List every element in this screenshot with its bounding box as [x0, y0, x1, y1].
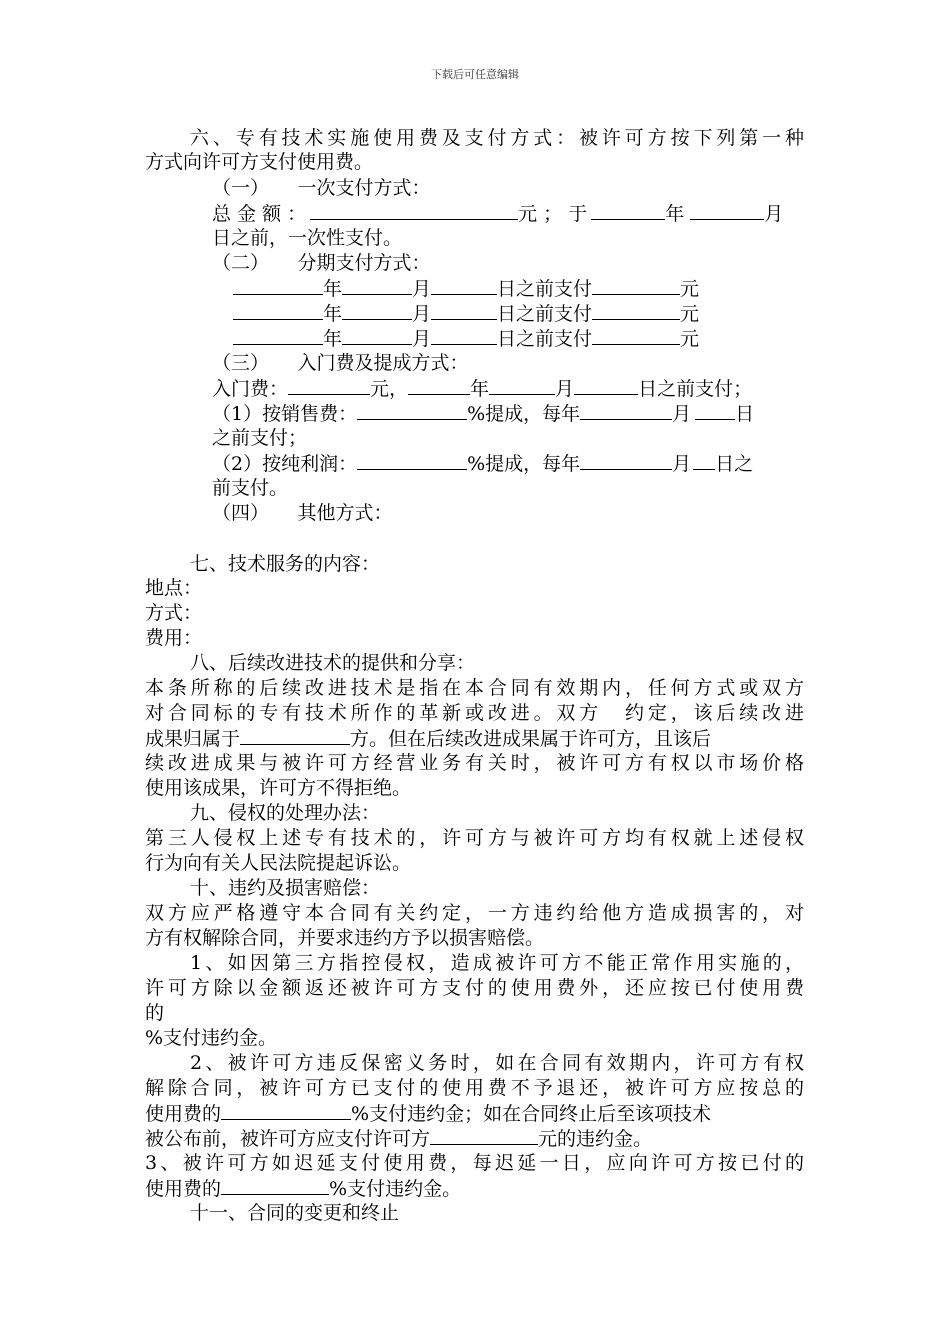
text: 使用费的	[145, 1103, 222, 1125]
service-location: 地点：	[145, 577, 203, 599]
text: 年	[323, 303, 343, 325]
section-8-title: 八、后续改进技术的提供和分享：	[190, 652, 476, 674]
blank-field	[592, 276, 680, 295]
text-line	[145, 726, 711, 751]
blank-field	[233, 301, 323, 320]
text: %支付违约金；如在合同终止后至该项技术	[351, 1103, 712, 1125]
blank-field	[233, 326, 323, 345]
text: 月	[672, 403, 692, 425]
text: 元	[680, 303, 700, 325]
blank-field	[574, 376, 638, 395]
blank-field	[431, 276, 497, 295]
section-6-title: 六、专有技术实施使用费及支付方式：被许可方按下列第一种	[190, 127, 804, 149]
installment-line	[233, 301, 699, 326]
text: 日	[735, 403, 755, 425]
text-line: 本条所称的后续改进技术是指在本合同有效期内，任何方式或双方	[145, 677, 804, 699]
text-line: 第三人侵权上述专有技术的，许可方与被许可方均有权就上述侵权	[145, 827, 804, 849]
payment-option-2: （二） 分期支付方式：	[212, 252, 431, 274]
text: 月	[412, 328, 432, 350]
blank-field	[693, 451, 715, 470]
text: 月	[412, 278, 432, 300]
text-line: 使用该成果，许可方不得拒绝。	[145, 777, 412, 799]
service-method: 方式：	[145, 602, 203, 624]
text: %支付违约金。	[329, 1178, 462, 1200]
text: 入门费：	[212, 378, 289, 400]
text: 日之前支付	[497, 328, 593, 350]
text: 日之前支付；	[638, 378, 753, 400]
clause-1: 1、如因第三方指控侵权，造成被许可方不能正常作用实施的，	[190, 952, 804, 974]
blank-field	[431, 301, 497, 320]
text: 元	[680, 278, 700, 300]
text: 年	[323, 328, 343, 350]
text: 月	[672, 453, 692, 475]
text: 年	[470, 378, 490, 400]
section-11-title: 十一、合同的变更和终止	[190, 1202, 400, 1224]
text-line: 日之前，一次性支付。	[212, 227, 403, 249]
text-line: 行为向有关人民法院提起诉讼。	[145, 852, 412, 874]
text-line: %支付违约金。	[145, 1027, 278, 1049]
text-line: 方式向许可方支付使用费。	[145, 151, 374, 173]
blank-field	[233, 276, 323, 295]
text: （2）按纯利润：	[212, 453, 358, 475]
text-line: 之前支付；	[212, 427, 308, 449]
payment-option-1: （一） 一次支付方式：	[212, 177, 431, 199]
text: （1）按销售费：	[212, 403, 358, 425]
blank-field	[221, 1176, 329, 1195]
text: 月	[764, 203, 784, 225]
text-line: 的	[145, 1002, 165, 1024]
text: %提成，每年	[467, 403, 581, 425]
text-line	[145, 1176, 461, 1201]
blank-field	[221, 1101, 351, 1120]
text: 方。但在后续改进成果属于许可方，且该后	[350, 728, 712, 750]
blank-field	[310, 201, 518, 220]
blank-field	[592, 326, 680, 345]
text-line: 前支付。	[212, 477, 289, 499]
service-fee: 费用：	[145, 627, 203, 649]
installment-line	[233, 276, 699, 301]
text-line	[145, 1101, 711, 1126]
blank-field	[489, 376, 555, 395]
clause-2: 2、被许可方违反保密义务时，如在合同有效期内，许可方有权	[190, 1052, 804, 1074]
blank-field	[240, 726, 350, 745]
page-header: 下载后可任意编辑	[431, 68, 519, 81]
blank-field	[591, 201, 665, 220]
text: 日之前支付	[497, 303, 593, 325]
blank-field	[357, 401, 467, 420]
lump-sum-line	[212, 201, 783, 226]
payment-option-3: （三） 入门费及提成方式：	[212, 352, 469, 374]
profit-commission-line	[212, 451, 753, 476]
text-line: 对合同标的专有技术所作的革新或改进。双方 约定，该后续改进	[145, 702, 804, 724]
text: 成果归属于	[145, 728, 241, 750]
text: 月	[412, 303, 432, 325]
blank-field	[592, 301, 680, 320]
blank-field	[430, 1126, 538, 1145]
blank-field	[357, 451, 467, 470]
clause-3: 3、被许可方如迟延支付使用费，每迟延一日，应向许可方按已付的	[145, 1152, 804, 1174]
installment-line	[233, 326, 699, 351]
text: 年	[665, 203, 685, 225]
text: 被公布前，被许可方应支付许可方	[145, 1128, 431, 1150]
text-line: 双方应严格遵守本合同有关约定，一方违约给他方造成损害的，对	[145, 902, 804, 924]
blank-field	[288, 376, 370, 395]
text-line: 解除合同，被许可方已支付的使用费不予退还，被许可方应按总的	[145, 1077, 804, 1099]
text: 使用费的	[145, 1178, 222, 1200]
text-line: 方有权解除合同，并要求违约方予以损害赔偿。	[145, 927, 545, 949]
blank-field	[342, 326, 412, 345]
blank-field	[690, 201, 764, 220]
text: 元，	[370, 378, 409, 400]
blank-field	[695, 401, 735, 420]
text: 年	[323, 278, 343, 300]
text: 月	[555, 378, 575, 400]
blank-field	[580, 401, 672, 420]
text: 元	[680, 328, 700, 350]
text-line: 续改进成果与被许可方经营业务有关时，被许可方有权以市场价格	[145, 752, 804, 774]
entry-fee-line	[212, 376, 752, 401]
text: 元 ； 于	[518, 203, 588, 225]
blank-field	[408, 376, 470, 395]
section-10-title: 十、违约及损害赔偿：	[190, 877, 381, 899]
text-line: 许可方除以金额返还被许可方支付的使用费外，还应按已付使用费	[145, 977, 804, 999]
text: 日之	[715, 453, 754, 475]
sales-commission-line	[212, 401, 754, 426]
text: 日之前支付	[497, 278, 593, 300]
blank-field	[580, 451, 672, 470]
total-amount-label: 总 金 额 ：	[212, 203, 307, 225]
text: 元的违约金。	[538, 1128, 653, 1150]
text-line	[145, 1126, 652, 1151]
text: %提成，每年	[467, 453, 581, 475]
section-7-title: 七、技术服务的内容：	[190, 553, 381, 575]
blank-field	[342, 276, 412, 295]
blank-field	[342, 301, 412, 320]
payment-option-4: （四） 其他方式：	[212, 502, 393, 524]
section-9-title: 九、侵权的处理办法：	[190, 802, 381, 824]
blank-field	[431, 326, 497, 345]
